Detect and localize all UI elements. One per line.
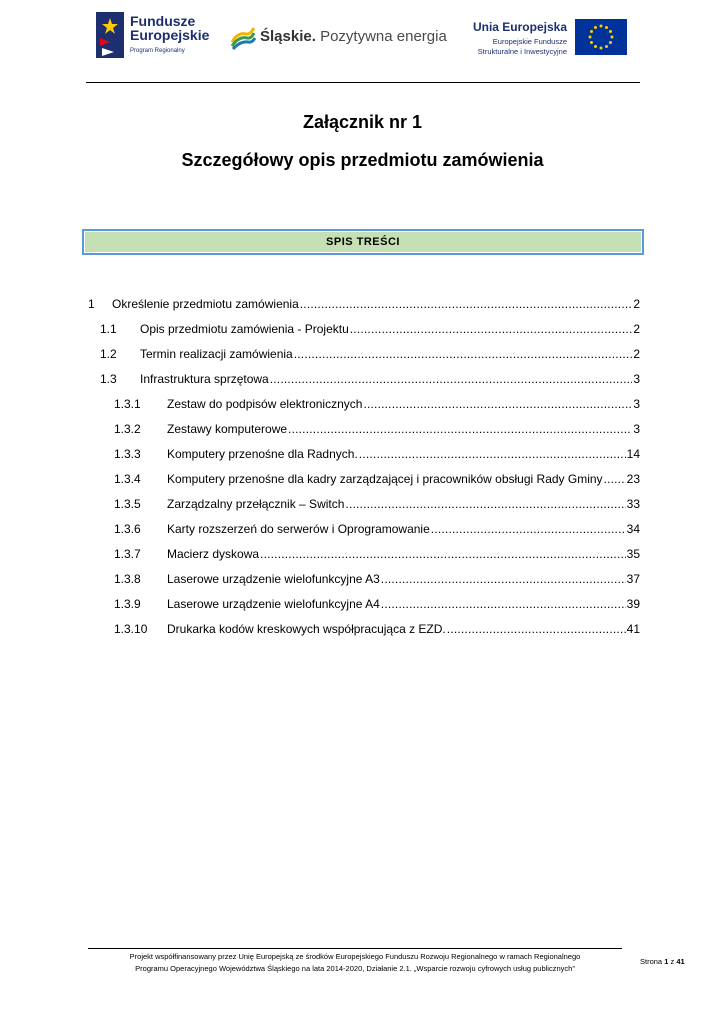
toc-entry-number: 1.3 [100, 372, 117, 386]
page-prefix: Strona [640, 957, 663, 966]
toc-entry[interactable] [86, 617, 640, 642]
toc-entry[interactable] [86, 542, 640, 567]
toc-entry-label[interactable]: Zarządzalny przełącznik – Switch [167, 492, 345, 517]
toc-entry[interactable] [86, 567, 640, 592]
ue-logo-line1: Europejskie Fundusze [492, 37, 567, 46]
toc-entry[interactable] [86, 417, 640, 442]
toc-entry-page: 35 [626, 542, 640, 567]
toc-entry-label[interactable]: Infrastruktura sprzętowa [140, 367, 270, 392]
toc-entry-number: 1.3.3 [114, 447, 141, 461]
toc-entry-number: 1.2 [100, 347, 117, 361]
toc-entry-page: 37 [626, 567, 640, 592]
toc-entry-page: 2 [632, 342, 640, 367]
toc-entry-label[interactable]: Określenie przedmiotu zamówienia [112, 292, 300, 317]
toc-entry-label[interactable]: Komputery przenośne dla Radnych. [167, 442, 359, 467]
ue-logo-line2: Strukturalne i Inwestycyjne [477, 47, 567, 56]
toc-entry-page: 3 [632, 392, 640, 417]
toc-entry-label[interactable]: Opis przedmiotu zamówienia - Projektu [140, 317, 350, 342]
header-divider [86, 82, 640, 83]
toc-entry[interactable] [86, 442, 640, 467]
toc-entry-label[interactable]: Laserowe urządzenie wielofunkcyjne A3 [167, 567, 381, 592]
toc-leader-dots [270, 367, 633, 392]
fundusze-europejskie-logo [96, 12, 210, 60]
eu-flag-icon [575, 19, 627, 55]
toc-entry-label[interactable]: Laserowe urządzenie wielofunkcyjne A4 [167, 592, 381, 617]
toc-entry-number: 1.3.7 [114, 547, 141, 561]
toc-entry-page: 39 [626, 592, 640, 617]
footer-line1: Projekt współfinansowany przez Unię Europejską ze środków Europejskiego Funduszu Rozwoju Regionalnego w ramach Regionalnego [129, 952, 581, 961]
toc-entry-page: 2 [632, 317, 640, 342]
toc-entry-number: 1.3.8 [114, 572, 141, 586]
toc-leader-dots [260, 542, 626, 567]
fe-logo-line1: Fundusze [130, 13, 196, 29]
toc-leader-dots [381, 567, 626, 592]
toc-leader-dots [447, 617, 626, 642]
toc-leader-dots [431, 517, 626, 542]
document-subtitle: Szczegółowy opis przedmiotu zamówienia [181, 150, 544, 170]
toc-entry-label[interactable]: Termin realizacji zamówienia [140, 342, 294, 367]
footer-line2: Programu Operacyjnego Województwa Śląskiego na lata 2014-2020, Działanie 2.1. „Wsparcie rozwoju cyfrowych usług publicznych” [135, 964, 575, 973]
toc-leader-dots [604, 467, 626, 492]
footer-text [88, 951, 622, 975]
toc-entry-page: 33 [626, 492, 640, 517]
toc-leader-dots [363, 392, 632, 417]
toc-entry-label[interactable]: Macierz dyskowa [167, 542, 260, 567]
toc-leader-dots [350, 317, 633, 342]
toc-entry-number: 1.3.1 [114, 397, 141, 411]
toc-leader-dots [294, 342, 633, 367]
toc-entry-label[interactable]: Zestawy komputerowe [167, 417, 288, 442]
toc-entry[interactable] [86, 517, 640, 542]
toc-entry[interactable] [86, 342, 640, 367]
toc-leader-dots [359, 442, 626, 467]
toc-entry-page: 23 [626, 467, 640, 492]
toc-entry-number: 1.3.5 [114, 497, 141, 511]
slaskie-brand: Śląskie. [260, 28, 316, 45]
toc-entry[interactable] [86, 292, 640, 317]
ue-logo-title: Unia Europejska [472, 20, 567, 34]
toc-entry[interactable] [86, 492, 640, 517]
toc-entry-label[interactable]: Komputery przenośne dla kadry zarządzającej i pracowników obsługi Rady Gminy [167, 467, 604, 492]
footer-divider [88, 948, 622, 949]
toc-entry-number: 1.3.6 [114, 522, 141, 536]
page-sep: z [670, 957, 675, 966]
unia-europejska-logo [465, 18, 630, 58]
slaskie-tagline: Pozytywna energia [320, 28, 447, 45]
toc-leader-dots [300, 292, 633, 317]
fundusze-europejskie-mark-icon [96, 12, 124, 58]
page-number [640, 957, 685, 966]
fe-logo-sub: Program Regionalny [130, 48, 185, 54]
toc-entry-number: 1.3.10 [114, 622, 148, 636]
toc-entry-number: 1 [88, 297, 95, 311]
toc-entry[interactable] [86, 467, 640, 492]
toc-heading: SPIS TREŚCI [326, 236, 400, 248]
page-total: 41 [676, 957, 685, 966]
page-current: 1 [664, 957, 669, 966]
toc-entry-page: 14 [626, 442, 640, 467]
toc-leader-dots [345, 492, 625, 517]
toc-entry[interactable] [86, 317, 640, 342]
toc-entry[interactable] [86, 592, 640, 617]
toc-heading-box [82, 229, 644, 255]
toc-entry-page: 3 [632, 367, 640, 392]
toc-entry-number: 1.3.9 [114, 597, 141, 611]
toc-leader-dots [288, 417, 632, 442]
toc-entry[interactable] [86, 367, 640, 392]
slaskie-logo [230, 24, 447, 52]
toc-entry-label[interactable]: Karty rozszerzeń do serwerów i Oprogramowanie [167, 517, 431, 542]
toc-entry-number: 1.3.4 [114, 472, 141, 486]
toc-leader-dots [381, 592, 626, 617]
toc-entry-page: 34 [626, 517, 640, 542]
toc-entry-page: 41 [626, 617, 640, 642]
document-title: Załącznik nr 1 [302, 112, 423, 132]
slaskie-waves-icon [230, 24, 256, 50]
toc-entry-page: 2 [632, 292, 640, 317]
table-of-contents [86, 292, 640, 642]
toc-entry-number: 1.3.2 [114, 422, 141, 436]
toc-entry[interactable] [86, 392, 640, 417]
toc-entry-number: 1.1 [100, 322, 117, 336]
toc-entry-label[interactable]: Zestaw do podpisów elektronicznych [167, 392, 363, 417]
toc-entry-label[interactable]: Drukarka kodów kreskowych współpracująca z EZD. [167, 617, 447, 642]
toc-entry-page: 3 [632, 417, 640, 442]
fe-logo-line2: Europejskie [130, 27, 210, 43]
